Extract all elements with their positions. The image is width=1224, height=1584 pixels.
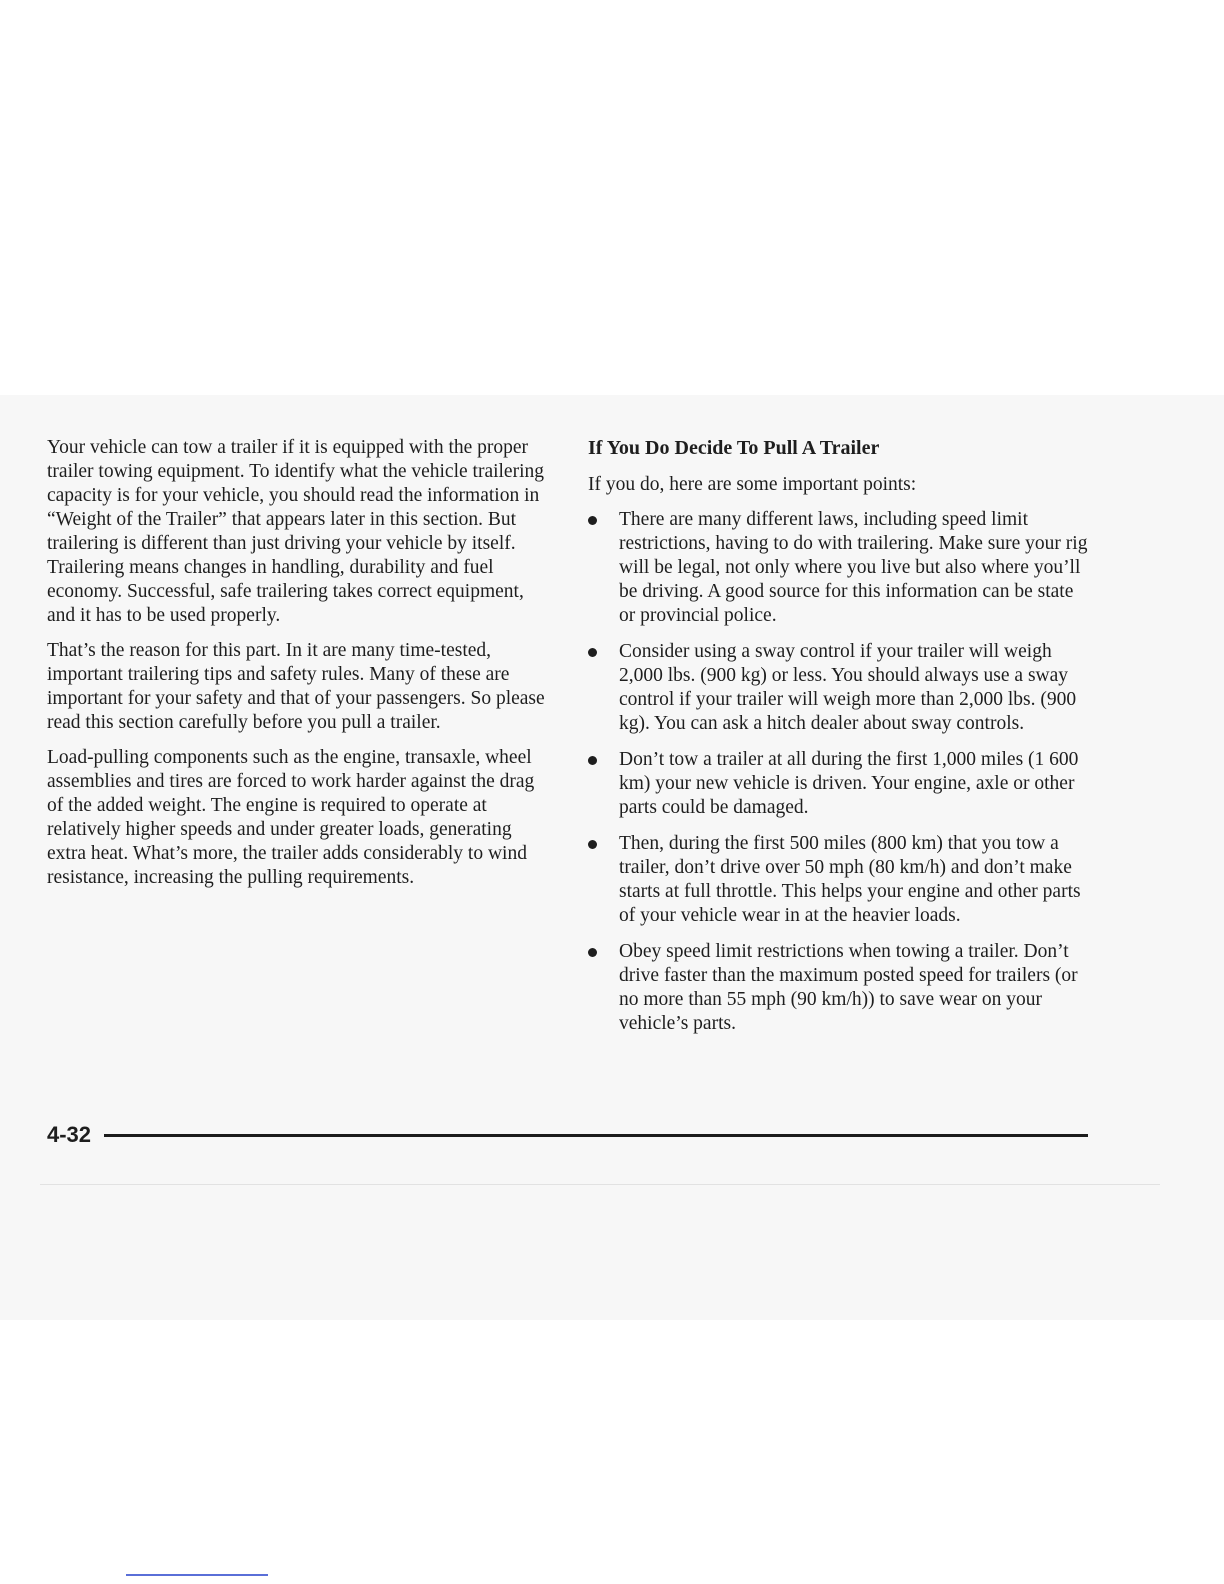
bullet-icon [588,948,597,957]
list-item-text: Then, during the first 500 miles (800 km) that you tow a trailer, don’t drive over 50 mph (80 km/h) and don’t make starts at full throttle. This helps your engine and other parts of your vehicle wear in at the heavier loads. [619,833,1081,926]
bullet-icon [588,516,597,525]
list-item-text: Obey speed limit restrictions when towing a trailer. Don’t drive faster than the maximum posted speed for trailers (or no more than 55 mph (90 km/h)) to save wear on your vehicle’s parts. [619,941,1078,1034]
faint-divider [40,1184,1160,1185]
bullet-icon [588,756,597,765]
reason-paragraph: That’s the reason for this part. In it are many time-tested, important trailering tips and safety rules. Many of these are important for your safety and that of your passengers. So please read this section carefully before you pull a trailer. [47,640,545,733]
load-pulling-paragraph: Load-pulling components such as the engine, transaxle, wheel assemblies and tires are forced to work harder against the drag of the added weight. The engine is required to operate at relatively higher speeds and under greater loads, generating extra heat. What’s more, the trailer adds considerably to wind resistance, increasing the pulling requirements. [47,747,535,888]
footer-rule [104,1134,1088,1137]
right-column [588,436,1093,1048]
page-number: 4-32 [47,1122,92,1147]
list-item-text: There are many different laws, including speed limit restrictions, having to do with trailering. Make sure your rig will be legal, not only where you live but also where you’ll be driving. A good source for this information can be state or provincial police. [619,509,1088,626]
bullet-icon [588,648,597,657]
points-list [588,508,1093,1036]
intro-paragraph: Your vehicle can tow a trailer if it is equipped with the proper trailer towing equipment. To identify what the vehicle trailering capacity is for your vehicle, you should read the information in “Weight of the Trailer” that appears later in this section. But trailering is different than just driving your vehicle by itself. Trailering means changes in handling, durability and fuel economy. Successful, safe trailering takes correct equipment, and it has to be used properly. [47,437,545,626]
list-item [588,640,1093,736]
list-item [588,940,1093,1036]
list-item-text: Consider using a sway control if your trailer will weigh 2,000 lbs. (900 kg) or less. You should always use a sway control if your trailer will weigh more than 2,000 lbs. (900 kg). You can ask a hitch dealer about sway controls. [619,641,1077,734]
points-intro: If you do, here are some important points: [588,474,917,495]
list-item [588,508,1093,628]
section-heading: If You Do Decide To Pull A Trailer [588,437,880,459]
list-item [588,748,1093,820]
list-item-text: Don’t tow a trailer at all during the first 1,000 miles (1 600 km) your new vehicle is driven. Your engine, axle or other parts could be damaged. [619,749,1079,818]
left-column [47,436,547,901]
bottom-link-underline [126,1574,268,1576]
bullet-icon [588,840,597,849]
list-item [588,832,1093,928]
